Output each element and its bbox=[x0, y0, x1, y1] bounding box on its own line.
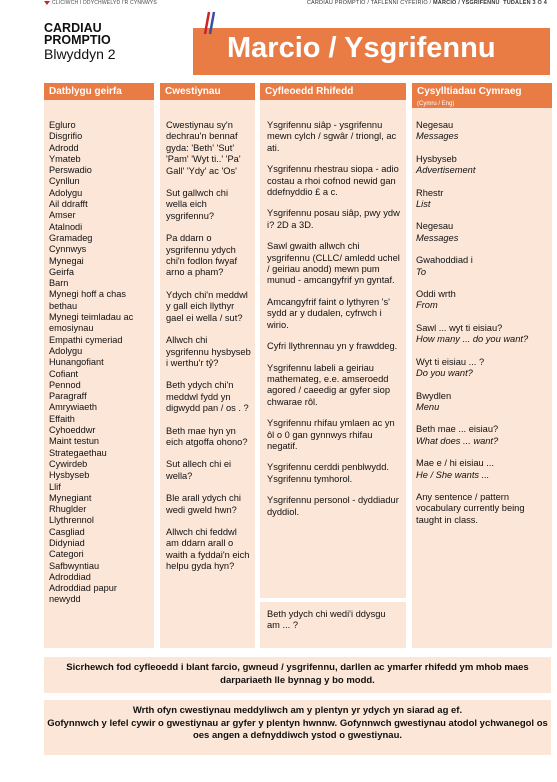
vocab-item: Atalnodi bbox=[49, 221, 83, 232]
column-header-welsh: Cysylltiadau Cymraeg bbox=[412, 83, 552, 100]
numeracy-extra-question: Beth ydych chi wedi'i ddysgu am ... ? bbox=[267, 609, 386, 631]
question-item: Ydych chi'n meddwl y gall eich llythyr gael ei wella / sut? bbox=[166, 289, 248, 323]
welsh-pair bbox=[416, 154, 546, 177]
footer-note-1 bbox=[44, 657, 551, 693]
welsh-pair bbox=[416, 323, 546, 346]
vocab-item: Adroddiad papur bbox=[49, 583, 117, 594]
english-translation: To bbox=[416, 266, 426, 277]
welsh-phrase: Sawl ... wyt ti eisiau? bbox=[416, 322, 503, 333]
numeracy-item: Ysgrifennu cerddi penblwydd. Ysgrifennu tymhorol. bbox=[267, 462, 389, 484]
vocab-item: Gramadeg bbox=[49, 232, 93, 243]
welsh-phrase: Hysbyseb bbox=[416, 153, 457, 164]
vocab-item: Amrywiaeth bbox=[49, 402, 97, 413]
brand-line-3: Blwyddyn 2 bbox=[44, 46, 116, 62]
numeracy-item: Ysgrifennu rhestrau siopa - adio costau a rhoi cofnod newid gan ddefnyddio £ a c. bbox=[267, 164, 399, 198]
question-item: Sut gallwch chi wella eich ysgrifennu? bbox=[166, 188, 229, 221]
welsh-note: Any sentence / pattern vocabulary currently being taught in class. bbox=[416, 491, 525, 525]
numeracy-panel bbox=[260, 100, 406, 598]
vocab-item: Hunangofiant bbox=[49, 357, 104, 368]
vocab-item: Mynegi hoff a chas bbox=[49, 289, 126, 300]
brand-logo bbox=[44, 22, 156, 62]
question-item: Allwch chi feddwl am ddarn arall o waith a fyddai'n eich helpu gyda hyn? bbox=[166, 526, 250, 572]
english-translation: What does ... want? bbox=[416, 435, 499, 446]
welsh-phrase: Beth mae ... eisiau? bbox=[416, 424, 499, 435]
vocab-item: Cofiant bbox=[49, 368, 79, 379]
numeracy-list bbox=[267, 120, 400, 518]
vocab-panel bbox=[44, 100, 154, 648]
vocab-item: Ail ddrafft bbox=[49, 199, 88, 210]
welsh-phrase: Gwahoddiad i bbox=[416, 255, 473, 266]
vocab-item: Disgrifio bbox=[49, 131, 83, 142]
vocab-item: Adroddiad bbox=[49, 571, 91, 582]
vocab-item: Didyniad bbox=[49, 537, 85, 548]
footer-note-2 bbox=[44, 700, 551, 755]
brand-line-1: CARDIAU bbox=[44, 21, 102, 35]
english-translation: Messages bbox=[416, 131, 459, 142]
numeracy-item: Sawl gwaith allwch chi ysgrifennu (CLLC/ amledd uchel / geiriau anodd) mewn pum munud - amcangyfrif yn gyntaf. bbox=[267, 241, 400, 286]
question-item: Allwch chi ysgrifennu hysbyseb i werthu'r tŷ? bbox=[166, 335, 251, 368]
welsh-phrase: Negesau bbox=[416, 221, 454, 232]
numeracy-item: Ysgrifennu posau siâp, pwy ydw i? 2D a 3D. bbox=[267, 208, 400, 230]
numeracy-item: Cyfri llythrennau yn y frawddeg. bbox=[267, 341, 398, 352]
vocab-item: newydd bbox=[49, 594, 81, 605]
column-subheader-welsh: (Cymru / Eng) bbox=[412, 100, 552, 108]
english-translation: List bbox=[416, 199, 431, 210]
vocab-item: Hysbyseb bbox=[49, 470, 90, 481]
welsh-phrase: Rhestr bbox=[416, 187, 444, 198]
numeracy-extra-panel bbox=[260, 602, 406, 648]
vocab-item: Geirfa bbox=[49, 266, 75, 277]
back-to-contents-link[interactable] bbox=[44, 0, 157, 6]
vocab-item: Rhuglder bbox=[49, 504, 87, 515]
vocab-item: Adolygu bbox=[49, 345, 83, 356]
page-number: TUDALEN 3 O 4 bbox=[503, 0, 547, 6]
vocab-item: Maint testun bbox=[49, 436, 100, 447]
question-item: Ble arall ydych chi wedi gweld hwn? bbox=[166, 493, 241, 515]
vocab-item: Safbwyntiau bbox=[49, 560, 100, 571]
vocab-item: Cyhoeddwr bbox=[49, 425, 96, 436]
vocab-list bbox=[49, 120, 154, 606]
breadcrumb bbox=[307, 0, 547, 6]
english-translation: Messages bbox=[416, 232, 459, 243]
vocab-item: Mynegiant bbox=[49, 492, 92, 503]
vocab-item: Llythrennol bbox=[49, 515, 94, 526]
vocab-item: Egluro bbox=[49, 120, 76, 130]
english-translation: He / She wants ... bbox=[416, 469, 490, 480]
footer-note-1-text: Sicrhewch fod cyfleoedd i blant farcio, gwneud / ysgrifennu, darllen ac ymarfer rhifedd ym mhob maes darpariaeth lle bynnag y bo modd. bbox=[66, 662, 529, 686]
vocab-item: Ymateb bbox=[49, 153, 81, 164]
vocab-item: Barn bbox=[49, 278, 69, 289]
vocab-item: Categori bbox=[49, 549, 84, 560]
vocab-item: Llif bbox=[49, 481, 61, 492]
english-translation: How many ... do you want? bbox=[416, 334, 529, 345]
column-header-numeracy: Cyfleoedd Rhifedd bbox=[260, 83, 406, 100]
welsh-phrase: Mae e / hi eisiau ... bbox=[416, 458, 495, 469]
welsh-pair bbox=[416, 391, 546, 414]
brand-line-2: PROMPTIO bbox=[44, 33, 111, 47]
welsh-pair bbox=[416, 357, 546, 380]
numeracy-item: Ysgrifennu labeli a geiriau mathemateg, e.e. amseroedd agored / caeedig ar gyfer siop chwarae rôl. bbox=[267, 362, 391, 407]
question-item: Beth ydych chi'n meddwl fydd yn digwydd pan / os . ? bbox=[166, 380, 249, 414]
vocab-item: Paragraff bbox=[49, 391, 87, 402]
vocab-item: Amser bbox=[49, 210, 76, 221]
welsh-pair bbox=[416, 424, 546, 447]
page-title: Marcio / Ysgrifennu bbox=[227, 32, 496, 64]
vocab-item: Mynegi teimladau ac bbox=[49, 312, 134, 323]
vocab-item: Strategaethau bbox=[49, 447, 107, 458]
pencils-icon bbox=[202, 10, 216, 36]
english-translation: Menu bbox=[416, 401, 440, 412]
vocab-item: Adrodd bbox=[49, 142, 79, 153]
english-translation: Advertisement bbox=[416, 165, 476, 176]
welsh-pair bbox=[416, 289, 546, 312]
vocab-item: Mynegai bbox=[49, 255, 84, 266]
welsh-pair bbox=[416, 458, 546, 481]
question-item: Cwestiynau sy'n dechrau'n bennaf gyda: 'Beth' 'Sut' 'Pam' 'Wyt ti..' 'Pa' Gall' 'Ydy' ac 'Os' bbox=[166, 120, 241, 176]
numeracy-item: Ysgrifennu rhifau ymlaen ac yn ôl o 0 gan gynnwys rhifau negatif. bbox=[267, 418, 395, 451]
vocab-item: Casgliad bbox=[49, 526, 85, 537]
title-banner bbox=[193, 28, 550, 75]
footer-note-2-line-2: Gofynnwch y lefel cywir o gwestiynau ar gyfer y plentyn hwnnw. Gofynnwch gwestiynau atodol ychwanegol os oes angen a defnyddiwch ystod o gwestiynau. bbox=[47, 717, 548, 741]
vocab-item: Cynllun bbox=[49, 176, 80, 187]
questions-list bbox=[166, 120, 251, 573]
numeracy-item: Ysgrifennu personol - dyddiadur dyddiol. bbox=[267, 495, 399, 517]
vocab-item: Adolygu bbox=[49, 187, 83, 198]
welsh-list bbox=[416, 120, 546, 481]
welsh-pair bbox=[416, 255, 546, 278]
question-item: Pa ddarn o ysgrifennu ydych chi'n fodlon fwyaf arno a pham? bbox=[166, 233, 238, 278]
english-translation: Do you want? bbox=[416, 368, 473, 379]
top-bar bbox=[44, 0, 547, 12]
vocab-item: Perswadio bbox=[49, 165, 92, 176]
vocab-item: bethau bbox=[49, 300, 78, 311]
vocab-item: emosiynau bbox=[49, 323, 94, 334]
numeracy-item: Amcangyfrif faint o lythyren 's' sydd ar y dudalen, cyfrwch i wirio. bbox=[267, 296, 390, 330]
column-header-vocab: Datblygu geirfa bbox=[44, 83, 154, 100]
question-item: Sut allech chi ei wella? bbox=[166, 459, 232, 481]
vocab-item: Cynnwys bbox=[49, 244, 87, 255]
welsh-phrase: Oddi wrth bbox=[416, 289, 456, 300]
triangle-down-icon bbox=[44, 1, 50, 5]
footer-note-2-line-1: Wrth ofyn cwestiynau meddyliwch am y plentyn yr ydych yn siarad ag ef. bbox=[132, 705, 463, 716]
welsh-phrase: Negesau bbox=[416, 120, 454, 130]
breadcrumb-prefix: CARDIAU PROMPTIO / TAFLENNI CYFEIRIO / bbox=[306, 0, 434, 6]
welsh-panel bbox=[412, 108, 552, 648]
vocab-item: Cywirdeb bbox=[49, 458, 88, 469]
column-header-questions: Cwestiynau bbox=[160, 83, 255, 100]
english-translation: From bbox=[416, 300, 438, 311]
breadcrumb-current: MARCIO / YSGRIFENNU bbox=[433, 0, 500, 6]
numeracy-item: Ysgrifennu siâp - ysgrifennu mewn cylch / sgwâr / triongl, ac ati. bbox=[267, 120, 397, 153]
vocab-item: Empathi cymeriad bbox=[49, 334, 123, 345]
questions-panel bbox=[160, 100, 255, 648]
question-item: Beth mae hyn yn eich atgoffa ohono? bbox=[166, 425, 248, 447]
back-to-contents-label: CLICIWCH I DDYCHWELYD I'R CYNNWYS bbox=[52, 0, 157, 6]
welsh-pair bbox=[416, 188, 546, 211]
welsh-pair bbox=[416, 221, 546, 244]
vocab-item: Effaith bbox=[49, 413, 75, 424]
welsh-phrase: Bwydlen bbox=[416, 390, 452, 401]
vocab-item: Pennod bbox=[49, 379, 81, 390]
welsh-pair bbox=[416, 120, 546, 143]
welsh-phrase: Wyt ti eisiau ... ? bbox=[416, 356, 485, 367]
